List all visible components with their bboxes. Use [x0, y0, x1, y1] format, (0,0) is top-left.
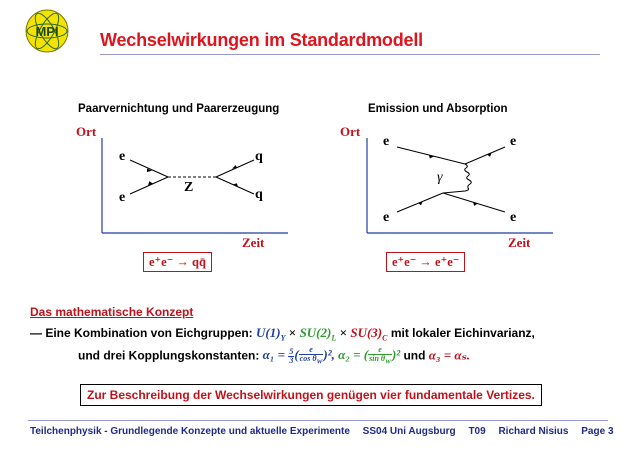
footer-semester: SS04 Uni Augsburg [362, 426, 456, 437]
group-su2: $SU(2)_L$ [299, 325, 337, 343]
alpha1-formula: α₁ = $\frac{5}{3}$ ( $\frac{e}{\cos \theta_W}$ )², [262, 345, 335, 366]
diagram1-label-out-top: q [255, 149, 263, 164]
highlight-statement: Zur Beschreibung der Wechselwirkungen genügen vier fundamentale Vertizes. [80, 384, 542, 406]
logo-text: MPI [35, 24, 59, 39]
group-su3: $SU(3)_C$ [350, 325, 388, 343]
diagram2-electron-top-out [465, 147, 505, 164]
diagram1-label-in-bottom: e [119, 190, 126, 205]
diagram1-label-in-top: e [119, 149, 126, 164]
alpha2-formula: α₂ = ( $\frac{e}{\sin \theta_W}$ )² [338, 345, 401, 366]
diagram1-quark-out-bottom [216, 177, 254, 194]
footer-divider [28, 420, 608, 421]
diagram2-label-bottom-left: e [383, 210, 390, 225]
diagram2-label-bottom-right: e [510, 210, 517, 225]
diagram2-y-axis-label: Ort [340, 124, 361, 139]
footer-course: Teilchenphysik - Grundlegende Konzepte und aktuelle Experimente [30, 426, 350, 437]
diagram1-x-axis-label: Zeit [242, 235, 265, 250]
diagram1-electron-in-top [130, 160, 168, 177]
footer [30, 426, 624, 437]
page-title: Wechselwirkungen im Standardmodell [100, 30, 423, 50]
diagram1-label-out-bottom: q [255, 187, 263, 202]
diagram2-x-axis-label: Zeit [508, 235, 531, 250]
times-symbol-2: × [339, 325, 347, 340]
section-title: Das mathematische Konzept [30, 305, 194, 319]
diagram2-label-top-right: e [510, 134, 517, 149]
diagram1-reaction: e⁺e⁻ → qq̄ [143, 252, 212, 272]
footer-author: Richard Nisius [498, 426, 569, 437]
and-word: und [403, 348, 426, 363]
line1-prefix: — Eine Kombination von Eichgruppen: [30, 326, 253, 340]
diagram1-quark-out-top [216, 160, 254, 177]
diagram2-heading: Emission und Absorption [368, 103, 508, 115]
diagram2-label-mediator: γ [437, 170, 443, 185]
diagram2-reaction: e⁺e⁻ → e⁺e⁻ [386, 252, 465, 272]
group-u1: $U(1)_Y$ [256, 325, 286, 343]
times-symbol-1: × [288, 325, 297, 340]
diagram2-photon-propagator [443, 164, 471, 193]
diagram1-electron-in-bottom [130, 177, 168, 194]
alpha3-formula: α₃ = αₛ. [428, 347, 470, 363]
mpi-logo [24, 8, 70, 54]
line2-prefix: und drei Kopplungskonstanten: [78, 348, 260, 363]
footer-code: T09 [468, 426, 486, 437]
gauge-groups-line [30, 325, 535, 343]
diagram2-label-top-left: e [383, 134, 390, 149]
line1-suffix: mit lokaler Eichinvarianz, [390, 326, 535, 340]
footer-page: Page 3 [581, 426, 614, 437]
title-divider [100, 54, 600, 55]
diagram1-label-mediator: Z [184, 180, 194, 195]
diagram1-heading: Paarvernichtung und Paarerzeugung [78, 103, 280, 115]
coupling-constants-line [78, 346, 470, 367]
diagram1-y-axis-label: Ort [76, 124, 97, 139]
